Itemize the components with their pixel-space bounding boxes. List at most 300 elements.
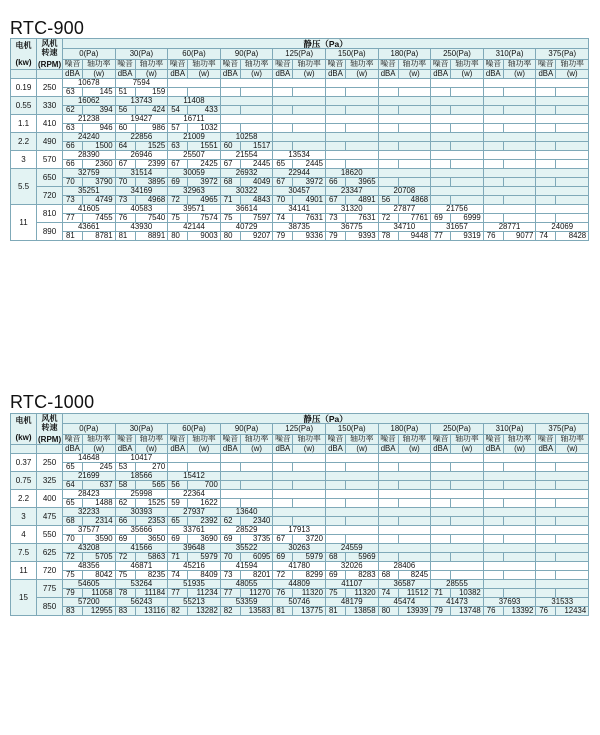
power-value (503, 535, 536, 544)
pressure-label: 125(Pa) (273, 49, 326, 59)
power-value: 4049 (240, 178, 273, 187)
pressure-label: 0(Pa) (63, 49, 116, 59)
airflow-value: 11408 (168, 97, 221, 106)
power-value: 1032 (188, 124, 221, 133)
noise-value: 75 (63, 571, 83, 580)
noise-value: 65 (273, 160, 293, 169)
power-value: 13116 (135, 607, 168, 616)
noise-value (325, 481, 345, 490)
noise-value (378, 463, 398, 472)
noise-value: 70 (115, 178, 135, 187)
watt-unit: (w) (188, 70, 221, 79)
airflow-value: 41780 (273, 562, 326, 571)
noise-label: 噪音 (63, 434, 83, 444)
airflow-value: 50746 (273, 598, 326, 607)
noise-value: 66 (115, 517, 135, 526)
dba-unit: dBA (536, 445, 556, 454)
power-value (451, 499, 484, 508)
airflow-value: 10258 (220, 133, 273, 142)
airflow-value (536, 187, 589, 196)
noise-value (536, 589, 556, 598)
airflow-value (378, 490, 431, 499)
power-value: 3972 (293, 178, 326, 187)
noise-value: 77 (220, 589, 240, 598)
airflow-value (431, 472, 484, 481)
airflow-value (273, 79, 326, 88)
motor-column-header (11, 39, 37, 70)
noise-value (431, 535, 451, 544)
power-value: 7540 (135, 214, 168, 223)
airflow-value: 20708 (378, 187, 431, 196)
power-value: 9207 (240, 232, 273, 241)
pressure-label: 60(Pa) (168, 424, 221, 434)
power-value (451, 196, 484, 205)
data-row-upper (11, 97, 589, 106)
fan-rpm: 650 (37, 169, 63, 187)
airflow-value: 24240 (63, 133, 116, 142)
airflow-value: 10678 (63, 79, 116, 88)
airflow-value: 16711 (168, 115, 221, 124)
data-row-upper (11, 454, 589, 463)
noise-value (536, 142, 556, 151)
noise-value (431, 517, 451, 526)
power-value: 4968 (135, 196, 168, 205)
unit-spacer (11, 445, 37, 454)
header-row (11, 39, 589, 49)
motor-label: 电机 (15, 416, 32, 425)
power-value: 8428 (556, 232, 589, 241)
noise-value (325, 160, 345, 169)
noise-value (273, 517, 293, 526)
airflow-value (325, 115, 378, 124)
noise-value: 74 (273, 214, 293, 223)
power-value: 12955 (83, 607, 116, 616)
power-value (451, 106, 484, 115)
power-value (556, 214, 589, 223)
power-value (398, 481, 431, 490)
data-row-upper (11, 223, 589, 232)
dba-unit: dBA (431, 70, 451, 79)
airflow-value: 48356 (63, 562, 116, 571)
data-row-lower (11, 517, 589, 526)
noise-value: 63 (63, 124, 83, 133)
power-value (240, 463, 273, 472)
fan-rpm: 490 (37, 133, 63, 151)
noise-value: 58 (115, 481, 135, 490)
airflow-value (378, 508, 431, 517)
power-value (556, 481, 589, 490)
power-value (293, 481, 326, 490)
airflow-value: 30457 (273, 187, 326, 196)
power-value (240, 106, 273, 115)
airflow-value: 53359 (220, 598, 273, 607)
kw-unit-label: (kw) (15, 58, 32, 67)
noise-value (431, 571, 451, 580)
power-label: 轴功率 (135, 59, 168, 69)
airflow-value: 30059 (168, 169, 221, 178)
noise-label: 噪音 (536, 59, 556, 69)
pressure-label: 180(Pa) (378, 424, 431, 434)
noise-value: 67 (273, 535, 293, 544)
noise-value: 83 (115, 607, 135, 616)
noise-value (378, 106, 398, 115)
noise-value: 79 (431, 607, 451, 616)
noise-value (483, 589, 503, 598)
dba-unit: dBA (168, 445, 188, 454)
unit-header-row (11, 445, 589, 454)
power-value: 9448 (398, 232, 431, 241)
speed-label: 转速 (41, 48, 58, 57)
power-value (556, 463, 589, 472)
airflow-value (536, 205, 589, 214)
pressure-label: 310(Pa) (483, 49, 536, 59)
data-row-upper (11, 151, 589, 160)
power-value: 11184 (135, 589, 168, 598)
airflow-value: 48179 (325, 598, 378, 607)
airflow-value: 26932 (220, 169, 273, 178)
power-label: 轴功率 (293, 59, 326, 69)
power-value (345, 142, 378, 151)
noise-value: 76 (115, 214, 135, 223)
noise-value: 77 (431, 232, 451, 241)
data-row-lower (11, 607, 589, 616)
pressure-label: 125(Pa) (273, 424, 326, 434)
data-row-upper (11, 598, 589, 607)
power-value (188, 463, 221, 472)
power-value: 4868 (398, 196, 431, 205)
watt-unit: (w) (398, 445, 431, 454)
airflow-value (220, 472, 273, 481)
airflow-value: 22364 (168, 490, 221, 499)
power-value (293, 124, 326, 133)
airflow-value: 34710 (378, 223, 431, 232)
airflow-value: 15412 (168, 472, 221, 481)
watt-unit: (w) (293, 445, 326, 454)
power-value: 8235 (135, 571, 168, 580)
motor-kw: 2.2 (11, 490, 37, 508)
noise-value: 69 (168, 178, 188, 187)
pressure-label: 60(Pa) (168, 49, 221, 59)
power-value (398, 178, 431, 187)
pressure-header-row (11, 424, 589, 434)
airflow-value (325, 472, 378, 481)
data-row-lower (11, 589, 589, 598)
power-value: 2392 (188, 517, 221, 526)
airflow-value: 41473 (431, 598, 484, 607)
static-pressure-header: 静压（Pa） (63, 414, 589, 424)
power-value (345, 463, 378, 472)
noise-value (431, 124, 451, 133)
power-value (188, 88, 221, 97)
fan-rpm: 810 (37, 205, 63, 223)
airflow-value: 26946 (115, 151, 168, 160)
data-row-lower (11, 124, 589, 133)
power-value: 2340 (240, 517, 273, 526)
airflow-value: 45216 (168, 562, 221, 571)
noise-value: 63 (168, 142, 188, 151)
noise-value: 66 (325, 178, 345, 187)
noise-value: 79 (325, 232, 345, 241)
airflow-value (536, 97, 589, 106)
power-label: 轴功率 (398, 59, 431, 69)
power-label: 轴功率 (83, 59, 116, 69)
noise-value: 68 (220, 178, 240, 187)
noise-value (273, 106, 293, 115)
watt-unit: (w) (556, 445, 589, 454)
airflow-value: 53264 (115, 580, 168, 589)
power-value: 11320 (345, 589, 378, 598)
data-row-lower (11, 88, 589, 97)
airflow-value: 18566 (115, 472, 168, 481)
airflow-value: 44809 (273, 580, 326, 589)
power-value (556, 517, 589, 526)
motor-kw: 11 (11, 562, 37, 580)
power-value (398, 517, 431, 526)
power-value (293, 142, 326, 151)
noise-value: 72 (115, 553, 135, 562)
pressure-label: 250(Pa) (431, 49, 484, 59)
noise-value: 74 (168, 571, 188, 580)
power-value: 1500 (83, 142, 116, 151)
fan-rpm: 890 (37, 223, 63, 241)
noise-value: 76 (273, 589, 293, 598)
airflow-value: 45474 (378, 598, 431, 607)
airflow-value (536, 115, 589, 124)
power-value (503, 160, 536, 169)
power-value (345, 535, 378, 544)
noise-value: 80 (378, 607, 398, 616)
noise-value: 82 (220, 607, 240, 616)
watt-unit: (w) (556, 70, 589, 79)
noise-value (483, 142, 503, 151)
airflow-value: 25507 (168, 151, 221, 160)
noise-label: 噪音 (378, 59, 398, 69)
airflow-value: 35251 (63, 187, 116, 196)
noise-value (325, 88, 345, 97)
noise-value: 72 (273, 571, 293, 580)
noise-label: 噪音 (168, 59, 188, 69)
airflow-value: 14648 (63, 454, 116, 463)
airflow-value (536, 490, 589, 499)
noise-value (483, 88, 503, 97)
airflow-value: 39648 (168, 544, 221, 553)
noise-value (325, 106, 345, 115)
data-row-upper (11, 508, 589, 517)
power-value: 13392 (503, 607, 536, 616)
airflow-value (483, 526, 536, 535)
power-value (451, 124, 484, 133)
power-value: 424 (135, 106, 168, 115)
noise-value (536, 178, 556, 187)
power-value (503, 553, 536, 562)
unit-spacer (37, 70, 63, 79)
airflow-value: 34141 (273, 205, 326, 214)
noise-value (168, 88, 188, 97)
pressure-label: 90(Pa) (220, 424, 273, 434)
data-row-lower (11, 178, 589, 187)
power-value (556, 535, 589, 544)
noise-value: 69 (168, 535, 188, 544)
fan-rpm: 775 (37, 580, 63, 598)
noise-value: 77 (168, 589, 188, 598)
motor-kw: 2.2 (11, 133, 37, 151)
airflow-value: 36587 (378, 580, 431, 589)
dba-unit: dBA (325, 70, 345, 79)
data-row-lower (11, 214, 589, 223)
power-value (503, 124, 536, 133)
fan-rpm: 325 (37, 472, 63, 490)
dba-unit: dBA (378, 70, 398, 79)
noise-value (431, 463, 451, 472)
power-value: 8781 (83, 232, 116, 241)
airflow-value: 51935 (168, 580, 221, 589)
airflow-value: 18620 (325, 169, 378, 178)
power-value (398, 553, 431, 562)
power-value (556, 142, 589, 151)
power-value (345, 124, 378, 133)
noise-value: 72 (63, 553, 83, 562)
noise-value (325, 463, 345, 472)
noise-value: 67 (273, 178, 293, 187)
data-row-lower (11, 463, 589, 472)
pressure-label: 30(Pa) (115, 49, 168, 59)
power-value (556, 124, 589, 133)
noise-value (378, 178, 398, 187)
data-row-upper (11, 115, 589, 124)
noise-value: 69 (325, 571, 345, 580)
power-value (293, 499, 326, 508)
airflow-value: 30263 (273, 544, 326, 553)
airflow-value (378, 115, 431, 124)
rtc-900-table (10, 38, 589, 241)
power-value: 11058 (83, 589, 116, 598)
airflow-value (431, 526, 484, 535)
noise-value (273, 481, 293, 490)
fan-rpm: 720 (37, 187, 63, 205)
noise-value: 73 (63, 196, 83, 205)
airflow-value (483, 133, 536, 142)
airflow-value (378, 544, 431, 553)
power-label: 轴功率 (556, 434, 589, 444)
noise-value (168, 463, 188, 472)
motor-kw: 15 (11, 580, 37, 616)
noise-value: 56 (115, 106, 135, 115)
airflow-value (483, 187, 536, 196)
power-value: 4749 (83, 196, 116, 205)
power-value: 2360 (83, 160, 116, 169)
airflow-value (378, 151, 431, 160)
noise-value (220, 124, 240, 133)
power-value: 13282 (188, 607, 221, 616)
airflow-value (273, 472, 326, 481)
airflow-value: 17913 (273, 526, 326, 535)
power-value: 7631 (293, 214, 326, 223)
measure-header-row (11, 434, 589, 444)
fan-rpm: 475 (37, 508, 63, 526)
power-label: 轴功率 (503, 59, 536, 69)
noise-value (273, 124, 293, 133)
noise-value (273, 499, 293, 508)
power-label: 轴功率 (83, 434, 116, 444)
noise-value: 65 (63, 463, 83, 472)
data-row-lower (11, 481, 589, 490)
unit-spacer (11, 70, 37, 79)
noise-value: 60 (115, 124, 135, 133)
airflow-value (325, 508, 378, 517)
noise-value (325, 499, 345, 508)
noise-value: 69 (431, 214, 451, 223)
watt-unit: (w) (135, 70, 168, 79)
power-value: 245 (83, 463, 116, 472)
noise-value: 63 (63, 88, 83, 97)
power-value: 4965 (188, 196, 221, 205)
noise-value (220, 499, 240, 508)
power-value (293, 88, 326, 97)
airflow-value (273, 97, 326, 106)
power-value (240, 481, 273, 490)
noise-label: 噪音 (378, 434, 398, 444)
airflow-value: 28771 (483, 223, 536, 232)
speed-column-header (37, 39, 63, 70)
power-value (556, 589, 589, 598)
pressure-label: 0(Pa) (63, 424, 116, 434)
power-value (503, 142, 536, 151)
airflow-value: 24069 (536, 223, 589, 232)
noise-value (431, 178, 451, 187)
airflow-value (273, 115, 326, 124)
fan-label: 风机 (41, 414, 58, 423)
watt-unit: (w) (83, 70, 116, 79)
motor-kw: 7.5 (11, 544, 37, 562)
noise-value (483, 106, 503, 115)
airflow-value (536, 508, 589, 517)
noise-value: 78 (115, 589, 135, 598)
airflow-value (536, 133, 589, 142)
noise-value (536, 571, 556, 580)
dba-unit: dBA (63, 445, 83, 454)
airflow-value: 54605 (63, 580, 116, 589)
power-label: 轴功率 (556, 59, 589, 69)
power-value: 8299 (293, 571, 326, 580)
noise-value (536, 124, 556, 133)
airflow-value (536, 472, 589, 481)
noise-value (483, 481, 503, 490)
airflow-value: 43661 (63, 223, 116, 232)
power-value: 2425 (188, 160, 221, 169)
power-value: 5969 (345, 553, 378, 562)
airflow-value: 37693 (483, 598, 536, 607)
power-value: 7574 (188, 214, 221, 223)
motor-kw: 0.37 (11, 454, 37, 472)
noise-value (431, 481, 451, 490)
noise-label: 噪音 (220, 434, 240, 444)
power-value: 986 (135, 124, 168, 133)
power-value: 1525 (135, 142, 168, 151)
fan-rpm: 720 (37, 562, 63, 580)
power-value (451, 481, 484, 490)
noise-value: 79 (273, 232, 293, 241)
airflow-value (483, 472, 536, 481)
power-value (398, 106, 431, 115)
airflow-value (431, 169, 484, 178)
table-title: RTC-1000 (10, 392, 95, 412)
airflow-value (378, 133, 431, 142)
noise-value (378, 124, 398, 133)
noise-value (378, 88, 398, 97)
power-value: 3690 (188, 535, 221, 544)
power-value (556, 571, 589, 580)
header-row (11, 414, 589, 424)
